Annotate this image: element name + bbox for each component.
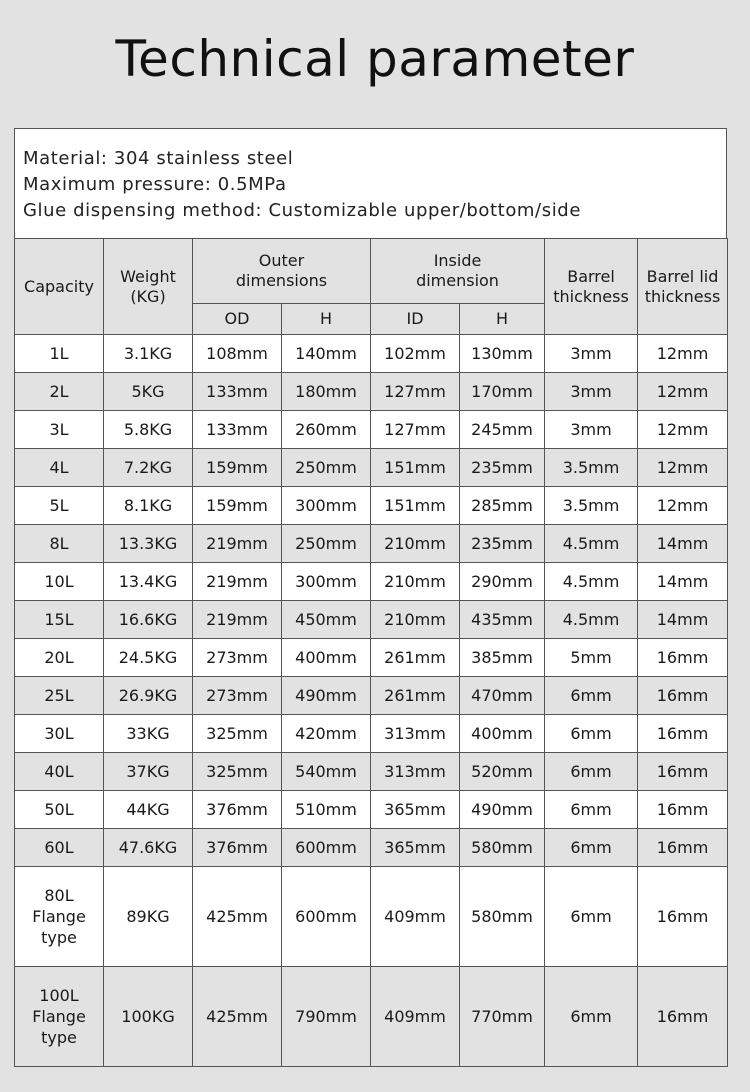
cell-od: 219mm [193, 601, 282, 639]
cell-capacity-line: Flange [32, 1007, 86, 1026]
parameter-table [14, 238, 728, 1067]
cell-id: 365mm [371, 791, 460, 829]
cell-inside-h: 490mm [460, 791, 545, 829]
cell-outer-h: 300mm [282, 487, 371, 525]
cell-od: 325mm [193, 715, 282, 753]
cell-outer-h: 450mm [282, 601, 371, 639]
cell-id: 313mm [371, 753, 460, 791]
cell-weight: 33KG [104, 715, 193, 753]
cell-od: 159mm [193, 449, 282, 487]
cell-weight: 13.3KG [104, 525, 193, 563]
table-row [15, 791, 728, 829]
cell-capacity: 60L [15, 829, 104, 867]
table-row [15, 373, 728, 411]
cell-lid-thickness: 14mm [638, 525, 728, 563]
cell-od: 108mm [193, 335, 282, 373]
header-weight-line2: (KG) [130, 286, 166, 306]
cell-capacity: 3L [15, 411, 104, 449]
cell-weight: 16.6KG [104, 601, 193, 639]
cell-barrel-thickness: 6mm [545, 829, 638, 867]
cell-od: 376mm [193, 829, 282, 867]
cell-lid-thickness: 12mm [638, 373, 728, 411]
cell-capacity: 40L [15, 753, 104, 791]
material-text: Material: 304 stainless steel [23, 148, 294, 169]
cell-lid-thickness: 16mm [638, 829, 728, 867]
pressure-text: Maximum pressure: 0.5MPa [23, 174, 287, 195]
header-weight [104, 239, 193, 335]
cell-lid-thickness: 16mm [638, 967, 728, 1067]
table-row [15, 677, 728, 715]
cell-barrel-thickness: 6mm [545, 867, 638, 967]
cell-weight: 100KG [104, 967, 193, 1067]
cell-capacity [15, 967, 104, 1067]
cell-outer-h: 600mm [282, 867, 371, 967]
header-id: ID [371, 304, 460, 335]
cell-inside-h: 580mm [460, 867, 545, 967]
cell-lid-thickness: 16mm [638, 677, 728, 715]
cell-od: 376mm [193, 791, 282, 829]
cell-barrel-thickness: 3mm [545, 373, 638, 411]
cell-inside-h: 770mm [460, 967, 545, 1067]
cell-id: 151mm [371, 449, 460, 487]
cell-barrel-thickness: 3mm [545, 411, 638, 449]
cell-outer-h: 260mm [282, 411, 371, 449]
cell-inside-h: 435mm [460, 601, 545, 639]
table-row [15, 639, 728, 677]
cell-barrel-thickness: 4.5mm [545, 525, 638, 563]
cell-id: 261mm [371, 639, 460, 677]
cell-outer-h: 510mm [282, 791, 371, 829]
cell-lid-thickness: 14mm [638, 601, 728, 639]
table-row [15, 487, 728, 525]
cell-capacity-line: 80L [44, 886, 74, 905]
cell-id: 210mm [371, 525, 460, 563]
cell-od: 133mm [193, 373, 282, 411]
cell-weight: 5.8KG [104, 411, 193, 449]
cell-inside-h: 235mm [460, 449, 545, 487]
cell-barrel-thickness: 5mm [545, 639, 638, 677]
cell-lid-thickness: 16mm [638, 715, 728, 753]
cell-id: 127mm [371, 411, 460, 449]
cell-id: 261mm [371, 677, 460, 715]
cell-id: 409mm [371, 967, 460, 1067]
header-barrel-line1: Barrel [567, 266, 615, 286]
cell-barrel-thickness: 3.5mm [545, 449, 638, 487]
cell-capacity: 20L [15, 639, 104, 677]
parameter-sheet [14, 128, 727, 1067]
cell-outer-h: 490mm [282, 677, 371, 715]
cell-od: 133mm [193, 411, 282, 449]
cell-weight: 5KG [104, 373, 193, 411]
cell-weight: 7.2KG [104, 449, 193, 487]
cell-outer-h: 250mm [282, 525, 371, 563]
cell-barrel-thickness: 6mm [545, 967, 638, 1067]
table-row [15, 753, 728, 791]
page-title: Technical parameter [115, 30, 635, 88]
cell-id: 210mm [371, 563, 460, 601]
cell-inside-h: 130mm [460, 335, 545, 373]
cell-capacity: 25L [15, 677, 104, 715]
cell-inside-h: 235mm [460, 525, 545, 563]
table-row [15, 335, 728, 373]
cell-barrel-thickness: 6mm [545, 791, 638, 829]
cell-outer-h: 140mm [282, 335, 371, 373]
cell-outer-h: 300mm [282, 563, 371, 601]
cell-inside-h: 400mm [460, 715, 545, 753]
cell-weight: 44KG [104, 791, 193, 829]
cell-od: 273mm [193, 639, 282, 677]
header-lid-line2: thickness [644, 286, 721, 306]
cell-weight: 8.1KG [104, 487, 193, 525]
cell-barrel-thickness: 3mm [545, 335, 638, 373]
cell-weight: 13.4KG [104, 563, 193, 601]
cell-barrel-thickness: 4.5mm [545, 601, 638, 639]
cell-inside-h: 285mm [460, 487, 545, 525]
cell-id: 151mm [371, 487, 460, 525]
cell-inside-h: 580mm [460, 829, 545, 867]
table-row [15, 449, 728, 487]
table-row [15, 715, 728, 753]
header-outer-line1: Outer [258, 251, 305, 270]
cell-lid-thickness: 12mm [638, 487, 728, 525]
header-outer-dimensions [193, 239, 371, 304]
cell-od: 425mm [193, 967, 282, 1067]
cell-id: 313mm [371, 715, 460, 753]
cell-outer-h: 180mm [282, 373, 371, 411]
cell-barrel-thickness: 6mm [545, 715, 638, 753]
cell-outer-h: 790mm [282, 967, 371, 1067]
header-outer-h: H [282, 304, 371, 335]
cell-lid-thickness: 12mm [638, 449, 728, 487]
cell-weight: 26.9KG [104, 677, 193, 715]
cell-od: 219mm [193, 525, 282, 563]
cell-id: 409mm [371, 867, 460, 967]
header-inside-h: H [460, 304, 545, 335]
glue-method-text: Glue dispensing method: Customizable upper/bottom/side [23, 200, 582, 221]
header-inside-line2: dimension [416, 271, 499, 290]
cell-capacity: 10L [15, 563, 104, 601]
header-lid-thickness [638, 239, 728, 335]
cell-id: 127mm [371, 373, 460, 411]
cell-lid-thickness: 16mm [638, 791, 728, 829]
cell-capacity: 8L [15, 525, 104, 563]
cell-inside-h: 520mm [460, 753, 545, 791]
cell-capacity: 30L [15, 715, 104, 753]
cell-od: 159mm [193, 487, 282, 525]
header-capacity: Capacity [15, 239, 104, 335]
table-body [15, 335, 728, 1067]
table-row [15, 411, 728, 449]
cell-capacity: 15L [15, 601, 104, 639]
cell-capacity: 50L [15, 791, 104, 829]
cell-od: 219mm [193, 563, 282, 601]
cell-capacity-line: Flange [32, 907, 86, 926]
cell-barrel-thickness: 6mm [545, 753, 638, 791]
cell-weight: 3.1KG [104, 335, 193, 373]
cell-outer-h: 420mm [282, 715, 371, 753]
header-outer-line2: dimensions [235, 271, 328, 290]
header-weight-line1: Weight [120, 266, 176, 286]
spec-info-box [14, 128, 727, 238]
header-inside-line1: Inside [433, 251, 482, 270]
header-inside-dimension [371, 239, 545, 304]
cell-capacity [15, 867, 104, 967]
cell-capacity-line: 100L [39, 986, 79, 1005]
cell-lid-thickness: 16mm [638, 867, 728, 967]
cell-lid-thickness: 12mm [638, 335, 728, 373]
cell-weight: 37KG [104, 753, 193, 791]
cell-capacity: 1L [15, 335, 104, 373]
header-barrel-thickness [545, 239, 638, 335]
table-row [15, 967, 728, 1067]
cell-inside-h: 245mm [460, 411, 545, 449]
cell-barrel-thickness: 3.5mm [545, 487, 638, 525]
cell-od: 273mm [193, 677, 282, 715]
cell-weight: 89KG [104, 867, 193, 967]
cell-capacity-line: type [41, 1028, 77, 1047]
cell-lid-thickness: 16mm [638, 639, 728, 677]
cell-lid-thickness: 16mm [638, 753, 728, 791]
cell-outer-h: 400mm [282, 639, 371, 677]
cell-id: 365mm [371, 829, 460, 867]
cell-lid-thickness: 12mm [638, 411, 728, 449]
table-row [15, 525, 728, 563]
cell-capacity: 5L [15, 487, 104, 525]
cell-od: 325mm [193, 753, 282, 791]
cell-barrel-thickness: 6mm [545, 677, 638, 715]
cell-inside-h: 170mm [460, 373, 545, 411]
table-row [15, 601, 728, 639]
cell-outer-h: 250mm [282, 449, 371, 487]
cell-outer-h: 600mm [282, 829, 371, 867]
cell-lid-thickness: 14mm [638, 563, 728, 601]
cell-barrel-thickness: 4.5mm [545, 563, 638, 601]
cell-capacity: 4L [15, 449, 104, 487]
cell-od: 425mm [193, 867, 282, 967]
cell-capacity-line: type [41, 928, 77, 947]
cell-outer-h: 540mm [282, 753, 371, 791]
cell-id: 102mm [371, 335, 460, 373]
table-row [15, 829, 728, 867]
cell-inside-h: 290mm [460, 563, 545, 601]
cell-weight: 24.5KG [104, 639, 193, 677]
header-barrel-line2: thickness [553, 286, 629, 306]
table-row [15, 867, 728, 967]
cell-weight: 47.6KG [104, 829, 193, 867]
cell-capacity: 2L [15, 373, 104, 411]
cell-inside-h: 470mm [460, 677, 545, 715]
header-od: OD [193, 304, 282, 335]
table-row [15, 563, 728, 601]
cell-id: 210mm [371, 601, 460, 639]
cell-inside-h: 385mm [460, 639, 545, 677]
header-lid-line1: Barrel lid [646, 266, 719, 286]
